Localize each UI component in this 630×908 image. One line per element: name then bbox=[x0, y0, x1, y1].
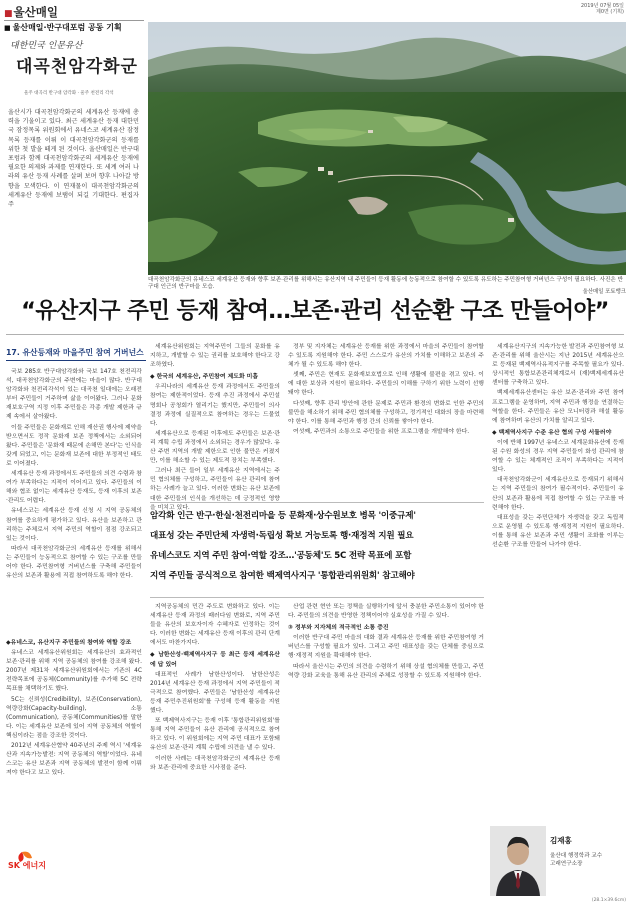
column-4 bbox=[492, 343, 624, 821]
size-note: (28.1×39.6cm) bbox=[591, 898, 626, 903]
author-name: 김재홍 bbox=[550, 836, 572, 845]
pull-quote: 암각화 인근 반구·한실·천전리마을 등 문화재·상수원보호 병목 '이중규제' bbox=[150, 511, 416, 521]
sk-energy-text: SK 에너지 bbox=[8, 861, 46, 870]
series-square-icon: ■ bbox=[4, 24, 11, 32]
column-3-top bbox=[288, 343, 484, 495]
quotes-bottom-rule bbox=[150, 597, 484, 598]
newspaper-name: 울산매일 bbox=[13, 5, 58, 19]
paragraph: 이들 주민들은 문화재로 인해 재산권 행사에 제약을 받으면서도 정작 문화재 보존 정책에서는 소외되어 왔다. 주민들은 '문화재 때문에 손해만 본다'는 인식을 갖게 되었고, 이는 문화재 보존에 대한 부정적인 태도로 이어졌다. bbox=[6, 424, 142, 467]
paragraph: 세계유산위원회는 지역주민이 그들의 문화를 유지하고, 개발할 수 있는 권리를 보호해야 한다고 강조하였다. bbox=[150, 344, 280, 369]
paragraph: 셋째, 주민은 현재도 문화재보호법으로 인해 생활에 불편을 겪고 있다. 이에 대한 보상과 지원이 필요하다. 주민들의 이해를 구하기 위한 노력이 선행돼야 한다. bbox=[288, 372, 484, 397]
main-headline: “유산지구 주민 등재 참여…보존·관리 선순환 구조 만들어야” bbox=[21, 298, 609, 324]
landscape-illustration bbox=[148, 22, 626, 275]
series-label: ■ 울산매일·반구대포럼 공동 기획 bbox=[4, 23, 122, 32]
paragraph: 5C는 신뢰성(Credibility), 보존(Conservation), 역량강화(Capacity-building), 소통(Communication), 공동체(Communities)를 말한다. 이는 세계유산 보존에 있어 지역 공동체의 역할이 핵심이라는 점을 강조한 것이다. bbox=[6, 696, 142, 739]
column-3-bottom bbox=[288, 603, 484, 893]
paragraph: 대표성을 갖는 주민단체가 자생력을 갖고 독립적으로 운영될 수 있도록 행·재정적 지원이 필요하다. 이를 통해 유산 보존과 주민 생활이 조화를 이루는 선순환 구조를 만들어 나가야 한다. bbox=[492, 514, 624, 548]
paragraph: 그러나 최근 들어 일부 세계유산 지역에서는 주민 협의체를 구성하고, 주민들이 유산 관리에 참여하는 사례가 늘고 있다. 이러한 변화는 유산 보존에 대한 주민들의 인식을 개선하는 데 긍정적인 영향을 미치고 있다. bbox=[150, 468, 280, 511]
section-subhead: ◆ 한국의 세계유산, 주민참여 제도화 미흡 bbox=[150, 374, 259, 381]
top-rule bbox=[4, 20, 144, 21]
paragraph: 백제세계유산센터는 유산 보존·관리와 주민 참여 프로그램을 운영하며, 지역 주민과 행정을 연결하는 역할을 한다. 주민들은 유산 모니터링과 해설 활동에 참여하며 유산의 가치를 알리고 있다. bbox=[492, 390, 624, 424]
paragraph: 따라서 울산시는 주민의 의견을 수렴하기 위해 상설 협의체를 만들고, 주민 역량 강화 교육을 통해 유산 관리의 주체로 성장할 수 있도록 지원해야 한다. bbox=[288, 663, 484, 679]
section-subhead: ◆유네스코, 유산지구 주민들의 참여와 역할 강조 bbox=[6, 640, 132, 646]
paragraph: 국보 285호 반구대암각화와 국보 147호 천전리각석, 대곡천암각화군의 주변에는 마을이 많다. 반구대암각화와 천전리각석이 있는 대곡천 일대에는 오래전부터 주민들이 거주하며 삶을 이어왔다. 그러나 문화재보호구역 지정 이후 주민들은 각종 개발 제한과 규제 속에서 살아왔다. bbox=[6, 369, 142, 421]
pull-quote: 지역 주민들 공식적으로 참여한 백제역사지구 '통합관리위원회' 참고해야 bbox=[150, 571, 415, 581]
section-subhead: ◆ 백제역사지구 수준 유산 협의 구성 서둘러야 bbox=[492, 429, 612, 436]
section-subhead: ◆ 남한산성·백제역사지구 등 최근 등재 세계유산에 답 있어 bbox=[150, 652, 280, 668]
paragraph: 대곡천암각화군이 세계유산으로 등재되기 위해서는 지역 주민들의 참여가 필수적이다. 주민들이 유산의 보존과 활용에 직접 참여할 수 있는 구조를 마련해야 한다. bbox=[492, 477, 624, 511]
issue-date: 2019년 07월 05일 bbox=[580, 3, 624, 9]
quotes-top-rule bbox=[150, 502, 484, 503]
paragraph: 세계유산 등재 과정에서도 주민들의 의견 수렴과 참여가 부족하다는 지적이 이어지고 있다. 주민들의 이해와 협조 없이는 세계유산 등재도, 등재 이후의 보존·관리도 어렵다. bbox=[6, 471, 142, 505]
aerial-photo bbox=[148, 22, 626, 275]
paragraph: 이에 반해 1997년 유네스코 세계문화유산에 등재된 수원 화성의 경우 지역 주민들이 화성 관리에 참여할 수 있는 체계적인 조직이 부족하다는 지적이 있다. bbox=[492, 439, 624, 474]
masthead-square-icon: ■ bbox=[4, 9, 13, 19]
logo-line-3: 울주 대곡리 반구대 암각화 · 울주 천전리 각석 bbox=[24, 91, 114, 96]
pull-quote: 유네스코도 지역 주민 참여·역할 강조…'공동체'도 5C 전략 목표에 포함 bbox=[150, 551, 412, 561]
article-number-title: 17. 유산등재와 마을주민 참여 거버넌스 bbox=[6, 348, 144, 357]
photo-caption: 대곡천암각화군의 유네스코 세계유산 등재와 향후 보존·관리를 위해서는 유산지역 내 주민들이 등재 활동에 능동적으로 참여할 수 있도록 유도하는 주민참여형 거버넌스 구성이 필요하다. 사진은 반구대 인근의 반구마을 모습. bbox=[148, 277, 623, 291]
series-logo bbox=[10, 38, 138, 96]
paragraph: 세계유산지구의 지속가능한 발전과 주민참여형 보존·관리를 위해 울산시는 지난 2015년 세계유산으로 등재된 백제역사유적지구를 주목할 필요가 있다. 상시적인 통합보존관리체계로서 (재)백제세계유산센터를 구축하고 있다. bbox=[492, 344, 624, 387]
photo-credit: 울산매일 포토뱅크 bbox=[582, 289, 626, 295]
paragraph: 이러한 사례는 대곡천암각화군의 세계유산 등재와 보존·관리에 중요한 시사점을 준다. bbox=[150, 755, 280, 771]
pull-quote: 대표성 갖는 주민단체 자생력·독립성 확보 거능토록 행·재정적 지원 필요 bbox=[150, 531, 414, 541]
paragraph: 여섯째, 주민과의 소통으로 주민들을 위한 프로그램을 개발해야 한다. bbox=[293, 428, 470, 435]
paragraph: 대표적인 사례가 남한산성이다. 남한산성은 2014년 세계유산 등재 과정에서 지역 주민들이 적극적으로 참여했다. 주민들은 '남한산성 세계유산 등재 주민추진위원회'를 구성해 등재 활동을 지원했다. bbox=[150, 671, 280, 715]
column-1b bbox=[6, 636, 142, 836]
paragraph: 이러한 반구대 주민 마을의 대화 결과 세계유산 등재를 위한 주민참여형 거버넌스를 구성할 필요가 있다. 그리고 주민 대표성을 갖는 단체를 중심으로 행·재정적 지원을 확대해야 한다. bbox=[288, 635, 484, 660]
intro-paragraph: 울산시가 대곡천암각화군의 세계유산 등재에 총력을 기울이고 있다. 최근 세계유산 등재 대한민국 잠정목록 위원회에서 유네스코 세계유산 잠정목록 등재를 이뤄 이 대곡천암각화군의 등재를 위한 첫 발을 떼게 된 것이다. 울산매일은 반구대포럼과 함께 대곡천암각화군의 세계유산 등재에 필요한 의제와 과제를 연재한다. 또 세계 여러 나라의 유산 등재 사례를 살펴 보며 향후 나아갈 방향을 모색한다. 이 연재물이 대곡천암각화군의 세계유산 등재에 보탬이 되길 기대한다. 편집자 주 bbox=[8, 109, 139, 209]
column-2-top bbox=[150, 343, 280, 511]
column-1 bbox=[6, 368, 142, 628]
logo-line-1: 대한민국 인문유산 bbox=[10, 41, 83, 51]
paragraph: 유네스코는 세계유산 등재 신청 시 지역 공동체의 참여를 중요하게 평가하고 있다. 유산을 보존하고 관리하는 주체로서 지역 주민의 역할이 점점 강조되고 있는 것이다. bbox=[6, 508, 142, 542]
headline-rule bbox=[6, 334, 624, 335]
paragraph: 2012년 세계유산협약 40주년의 주제 역시 '세계유산과 지속가능발전: 지역 공동체의 역할'이었다. 유네스코는 유산 보존과 지역 공동체의 발전이 함께 이뤄져야 한다고 보고 있다. bbox=[6, 743, 142, 777]
section-subhead: ③ 정부와 지자체의 적극적인 소통 증진 bbox=[288, 625, 389, 632]
paragraph: 따라서 대곡천암각화군의 세계유산 등재를 위해서는 주민들이 능동적으로 참여할 수 있는 구조를 만들어야 한다. 주민참여형 거버넌스를 구축해 주민들이 유산의 보존과 활용에 직접 참여하도록 해야 한다. bbox=[6, 545, 142, 580]
logo-line-2: 대곡천암각화군 bbox=[16, 57, 138, 77]
sk-energy-logo bbox=[8, 848, 68, 872]
paragraph: 우리나라의 세계유산 등재 과정에서도 주민들의 참여는 제한적이었다. 등재 추진 과정에서 주민설명회나 공청회가 열리기는 했지만, 주민들이 의사결정 과정에 실질적으로 참여하는 경우는 드물었다. bbox=[150, 384, 280, 427]
paragraph: 산업 관련 현안 또는 정책을 실행하기에 앞서 충분한 주민소통이 있어야 한다. 주민들의 의견을 반영한 정책이어야 실효성을 가질 수 있다. bbox=[288, 604, 484, 620]
paragraph: 유네스코 세계유산위원회는 세계유산의 효과적인 보존·관리를 위해 지역 공동체의 참여를 강조해 왔다. 2007년 제31차 세계유산위원회에서는 기존의 4C 전략목표에 공동체(Community)를 추가해 5C 전략목표를 채택하기도 했다. bbox=[6, 650, 142, 693]
pull-quotes bbox=[150, 511, 484, 591]
author-portrait-icon bbox=[490, 826, 546, 896]
subhead-rule bbox=[6, 360, 146, 361]
paragraph: 또 백제역사지구는 등재 이후 '통합관리위원회'를 통해 지역 주민들이 유산 관리에 공식적으로 참여하고 있다. 이 위원회에는 지역 주민 대표가 포함돼 유산의 보존·관리 계획 수립에 의견을 낼 수 있다. bbox=[150, 718, 280, 752]
masthead bbox=[4, 4, 284, 20]
paragraph: 지역공동체의 민간 주도로 변화하고 있다. 이는 세계유산 등재 과정의 패러다임 변화로, 지역 주민들을 유산의 보호자이자 수혜자로 인정하는 것이다. 이러한 변화는 세계유산 등재 이후의 관리 단계에서도 마찬가지다. bbox=[150, 604, 280, 647]
paragraph: 정부 및 지자체는 세계유산 등재를 위한 과정에서 마을의 주민들이 참여할 수 있도록 지원해야 한다. 주민 스스로가 유산의 가치를 이해하고 보존의 주체가 될 수 있도록 해야 한다. bbox=[288, 344, 484, 369]
page-label: 제0면 (기획) bbox=[596, 9, 624, 15]
paragraph: 다섯째, 향후 관리 방안에 관한 문제로 주민과 환경의 변화로 인한 주민의 불만을 해소하기 위해 주민 협의체를 구성하고, 정기적인 대화의 장을 마련해야 한다. 이를 통해 주민과 행정 간의 신뢰를 쌓아야 한다. bbox=[288, 400, 484, 425]
paragraph: 세계유산으로 등재된 이후에도 주민들은 보존·관리 계획 수립 과정에서 소외되는 경우가 많았다. 유산 주변 지역의 개발 제한으로 인한 불만은 커졌지만, 이를 해소할 수 있는 제도적 장치는 부족했다. bbox=[150, 430, 280, 465]
date-block bbox=[581, 3, 624, 15]
author-title: 울산대 행정학과 교수 고래연구소장 bbox=[550, 853, 603, 867]
author-photo bbox=[490, 826, 546, 896]
column-2-bottom bbox=[150, 603, 280, 893]
